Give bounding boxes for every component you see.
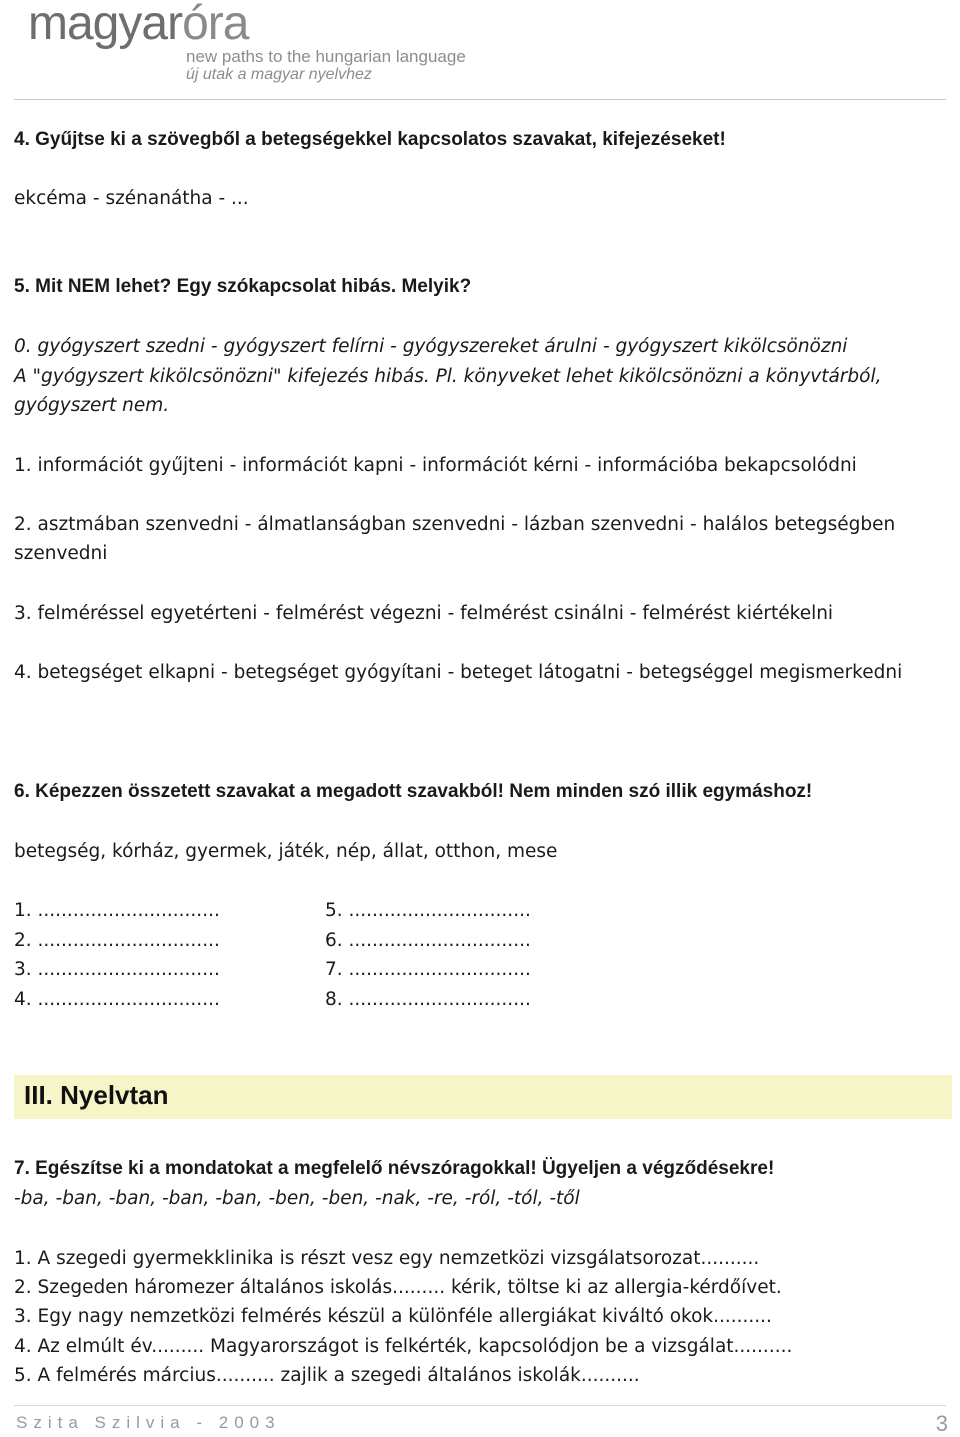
footer-divider <box>14 1405 946 1406</box>
tagline-hungarian: új utak a magyar nyelvhez <box>186 66 372 83</box>
blank-4[interactable]: 4. ............................... <box>14 989 220 1010</box>
task4-example: ekcéma - szénanátha - ... <box>14 188 249 209</box>
blank-3[interactable]: 3. ............................... <box>14 959 220 980</box>
blank-5[interactable]: 5. ............................... <box>325 900 531 921</box>
task5-item-3: 3. felméréssel egyetérteni - felmérést végezni - felmérést csinálni - felmérést kiértékelni <box>14 603 834 624</box>
blank-2[interactable]: 2. ............................... <box>14 930 220 951</box>
task7-title: 7. Egészítse ki a mondatokat a megfelelő névszóragokkal! Ügyeljen a végződésekre! <box>14 1158 775 1179</box>
task5-example-line2: A "gyógyszert kikölcsönözni" kifejezés hibás. Pl. könyveket lehet kikölcsönözni a könyvtárból, gyógyszert nem. <box>14 366 882 416</box>
header-divider <box>14 99 946 100</box>
blank-8[interactable]: 8. ............................... <box>325 989 531 1010</box>
task7-sentence-1: 1. A szegedi gyermekklinika is részt vesz egy nemzetközi vizsgálatsorozat.......... <box>14 1248 760 1269</box>
blank-6[interactable]: 6. ............................... <box>325 930 531 951</box>
blank-1[interactable]: 1. ............................... <box>14 900 220 921</box>
section-title: III. Nyelvtan <box>24 1080 169 1110</box>
task7-sentence-5: 5. A felmérés március.......... zajlik a szegedi általános iskolák.......... <box>14 1365 640 1386</box>
task7-suffixes: -ba, -ban, -ban, -ban, -ban, -ben, -ben, -nak, -re, -ról, -tól, -től <box>14 1188 580 1209</box>
task7-sentence-2: 2. Szegeden háromezer általános iskolás......... kérik, töltse ki az allergia-kérdőívet. <box>14 1277 782 1298</box>
task5-title: 5. Mit NEM lehet? Egy szókapcsolat hibás. Melyik? <box>14 276 472 297</box>
task4-title: 4. Gyűjtse ki a szövegből a betegségekkel kapcsolatos szavakat, kifejezéseket! <box>14 129 726 150</box>
logo-magyar: magyar <box>28 0 183 50</box>
task5-item-2: 2. asztmában szenvedni - álmatlanságban szenvedni - lázban szenvedni - halálos betegségben szenvedni <box>14 514 896 564</box>
task7-sentence-3: 3. Egy nagy nemzetközi felmérés készül a különféle allergiákat kiváltó okok.......... <box>14 1306 772 1327</box>
section-header <box>14 1075 952 1119</box>
task5-item-1: 1. információt gyűjteni - információt kapni - információt kérni - információba bekapcsolódni <box>14 455 857 476</box>
task6-words: betegség, kórház, gyermek, játék, nép, állat, otthon, mese <box>14 841 558 862</box>
task7-sentence-4: 4. Az elmúlt év......... Magyarországot is felkérték, kapcsolódjon be a vizsgálat.......... <box>14 1336 793 1357</box>
logo-wordmark <box>28 0 248 48</box>
footer-author: Szita Szilvia - 2003 <box>16 1413 281 1432</box>
task6-title: 6. Képezzen összetett szavakat a megadott szavakból! Nem minden szó illik egymáshoz! <box>14 781 813 802</box>
task5-example-line1: 0. gyógyszert szedni - gyógyszert felírni - gyógyszereket árulni - gyógyszert kikölcsönözni <box>14 336 848 357</box>
task5-item-4: 4. betegséget elkapni - betegséget gyógyítani - beteget látogatni - betegséggel megismerkedni <box>14 662 903 683</box>
logo-ora: óra <box>182 0 249 50</box>
page-number: 3 <box>935 1411 948 1436</box>
tagline-english: new paths to the hungarian language <box>186 47 466 66</box>
blank-7[interactable]: 7. ............................... <box>325 959 531 980</box>
